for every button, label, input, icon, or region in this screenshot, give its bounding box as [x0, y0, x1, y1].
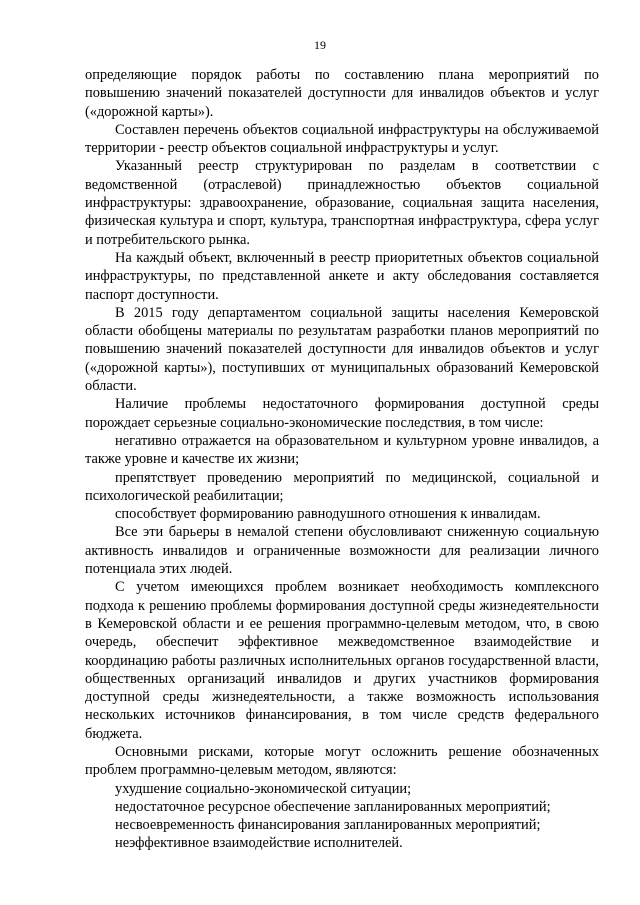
paragraph: определяющие порядок работы по составлению плана мероприятий по повышению значений показателей доступности для инвалидов объектов и услуг («дорожной карты»).: [85, 67, 599, 120]
paragraph: Все эти барьеры в немалой степени обусловливают сниженную социальную активность инвалидов и ограниченные возможности для реализации личного потенциала этих людей.: [85, 524, 599, 578]
paragraph: Составлен перечень объектов социальной инфраструктуры на обслуживаемой территории - реестр объектов социальной инфраструктуры и услуг.: [85, 121, 599, 157]
paragraph: С учетом имеющихся проблем возникает необходимость комплексного подхода к решению проблемы формирования доступной среды жизнедеятельности в Кемеровской области и ее решения программно-целевым методом, что, в свою очередь, обеспечит эффективное межведомственное взаимодействие и координацию работы различных исполнительных органов государственной власти, общественных организаций инвалидов и других участников формирования доступной среды жизнедеятельности, а также возможность использования нескольких источников финансирования, в том числе средств федерального бюджета.: [85, 579, 599, 742]
list-item: недостаточное ресурсное обеспечение запланированных мероприятий;: [115, 798, 551, 815]
list-item: препятствует проведению мероприятий по медицинской, социальной и психологической реабилитации;: [85, 469, 599, 504]
list-item: ухудшение социально-экономической ситуации;: [115, 780, 412, 797]
list-item: несвоевременность финансирования запланированных мероприятий;: [115, 817, 541, 834]
paragraph: Указанный реестр структурирован по разделам в соответствии с ведомственной (отраслевой) принадлежностью объектов социальной инфраструктуры: здравоохранение, образование, социальная защита населения, физическая культура и спорт, культура, транспортная инфраструктура, сфера услуг и потребительского рынка.: [85, 158, 599, 248]
paragraph: В 2015 году департаментом социальной защиты населения Кемеровской области обобщены материалы по результатам разработки планов мероприятий по повышению значений показателей доступности для инвалидов объектов и услуг («дорожной карты»), поступивших от муниципальных образований Кемеровской области.: [85, 304, 599, 395]
paragraph: На каждый объект, включенный в реестр приоритетных объектов социальной инфраструктуры, по представленной анкете и акту обследования составляется паспорт доступности.: [85, 249, 599, 303]
paragraph: Наличие проблемы недостаточного формирования доступной среды порождает серьезные социально-экономические последствия, в том числе:: [85, 396, 599, 431]
list-item: неэффективное взаимодействие исполнителей.: [115, 835, 403, 852]
page-number: 19: [314, 38, 326, 52]
document-body: [85, 66, 599, 853]
paragraph: Основными рисками, которые могут осложнить решение обозначенных проблем программно-целевым методом, являются:: [85, 743, 599, 779]
list-item: способствует формированию равнодушного отношения к инвалидам.: [115, 506, 541, 523]
list-item: негативно отражается на образовательном и культурном уровне инвалидов, а также уровне и качестве их жизни;: [85, 432, 599, 468]
